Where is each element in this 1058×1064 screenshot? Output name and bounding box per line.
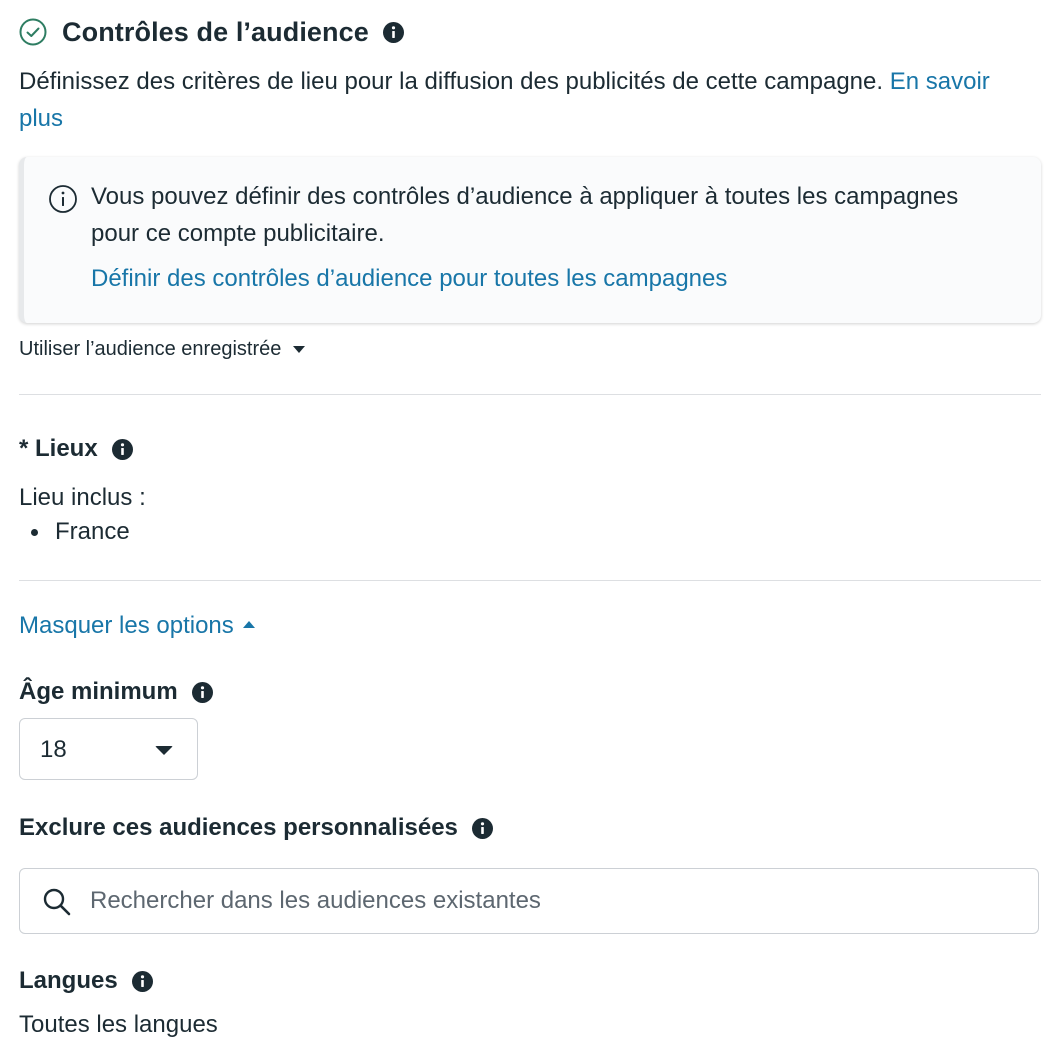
hide-options-label: Masquer les options: [19, 612, 234, 639]
exclude-audiences-title: Exclure ces audiences personnalisées: [19, 814, 458, 841]
set-account-controls-link[interactable]: Définir des contrôles d’audience pour toutes les campagnes: [91, 265, 728, 292]
info-icon[interactable]: [112, 439, 133, 460]
languages-heading: [19, 967, 153, 995]
caret-down-icon: [155, 746, 173, 755]
info-icon[interactable]: [472, 818, 493, 839]
info-icon[interactable]: [132, 971, 153, 992]
search-icon: [42, 887, 72, 917]
hide-options-link[interactable]: [19, 612, 255, 640]
section-description: [19, 63, 1029, 137]
check-circle-icon: [19, 18, 47, 46]
info-icon[interactable]: [192, 682, 213, 703]
caret-up-icon: [243, 621, 255, 628]
min-age-select[interactable]: [19, 718, 198, 780]
bullet: [31, 529, 38, 536]
info-icon[interactable]: [383, 22, 404, 43]
learn-more-link[interactable]: En savoir plus: [19, 68, 990, 132]
included-locations-label: Lieu inclus :: [19, 484, 146, 511]
section-header: [19, 14, 404, 50]
notice-text: Vous pouvez définir des contrôles d’audience à appliquer à toutes les campagnes pour ce compte publicitaire.: [91, 183, 959, 247]
min-age-heading: [19, 678, 213, 706]
divider: [19, 394, 1041, 395]
languages-value: Toutes les langues: [19, 1011, 218, 1038]
caret-down-icon: [293, 346, 305, 353]
info-outline-icon: [48, 184, 78, 214]
locations-heading: [19, 435, 133, 463]
audience-search-box: [19, 868, 1039, 934]
location-value: France: [55, 518, 130, 545]
saved-audience-dropdown[interactable]: [19, 338, 305, 361]
locations-title: * Lieux: [19, 435, 98, 462]
audience-search-input[interactable]: [90, 881, 1010, 921]
description-text: Définissez des critères de lieu pour la diffusion des publicités de cette campagne.: [19, 68, 890, 95]
min-age-value: 18: [40, 736, 67, 763]
min-age-title: Âge minimum: [19, 678, 178, 705]
list-item: [31, 518, 130, 546]
languages-title: Langues: [19, 967, 118, 994]
saved-audience-label: Utiliser l’audience enregistrée: [19, 338, 282, 360]
page-title: Contrôles de l’audience: [62, 16, 369, 47]
divider: [19, 580, 1041, 581]
info-notice-card: [19, 157, 1041, 323]
exclude-audiences-heading: [19, 814, 493, 842]
